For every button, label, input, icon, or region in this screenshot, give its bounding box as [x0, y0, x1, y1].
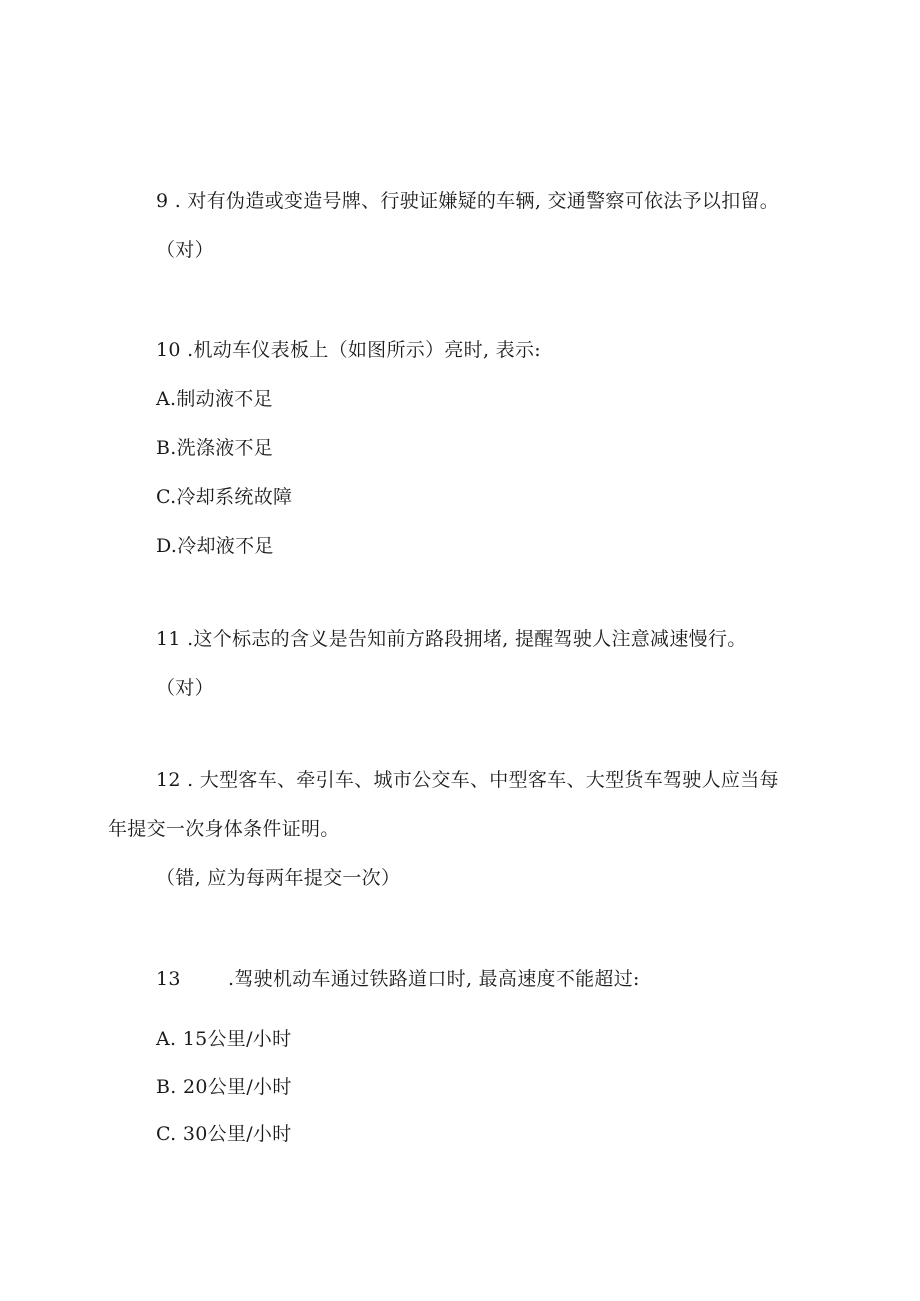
question-number: 13: [156, 968, 181, 990]
question-text: .这个标志的含义是告知前方路段拥堵, 提醒驾驶人注意减速慢行。: [187, 628, 747, 650]
question-12-continuation: 年提交一次身体条件证明。: [108, 818, 340, 840]
question-text: .驾驶机动车通过铁路道口时, 最高速度不能超过:: [228, 968, 640, 990]
question-11: [156, 627, 747, 651]
question-number: 9: [156, 190, 169, 212]
option-d: D.冷却液不足: [156, 535, 274, 557]
option-c: C. 30公里/小时: [156, 1123, 292, 1145]
question-12: [156, 768, 779, 792]
question-9: [156, 189, 779, 213]
option-b: B.洗涤液不足: [156, 437, 274, 459]
option-c: C.冷却系统故障: [156, 486, 293, 508]
question-number: 11: [156, 628, 181, 650]
option-b: B. 20公里/小时: [156, 1076, 292, 1098]
question-10: [156, 338, 541, 362]
answer-9: （对）: [156, 239, 214, 261]
question-number: 10: [156, 339, 181, 361]
question-text: . 大型客车、牵引车、城市公交车、中型客车、大型货车驾驶人应当每: [187, 769, 779, 791]
option-a: A.制动液不足: [156, 388, 273, 410]
question-number: 12: [156, 769, 181, 791]
question-text: . 对有伪造或变造号牌、行驶证嫌疑的车辆, 交通警察可依法予以扣留。: [174, 190, 780, 212]
question-text: .机动车仪表板上（如图所示）亮时, 表示:: [187, 339, 541, 361]
question-13: [156, 967, 640, 991]
answer-11: （对）: [156, 677, 214, 699]
answer-12: （错, 应为每两年提交一次）: [156, 867, 401, 889]
option-a: A. 15公里/小时: [156, 1028, 292, 1050]
